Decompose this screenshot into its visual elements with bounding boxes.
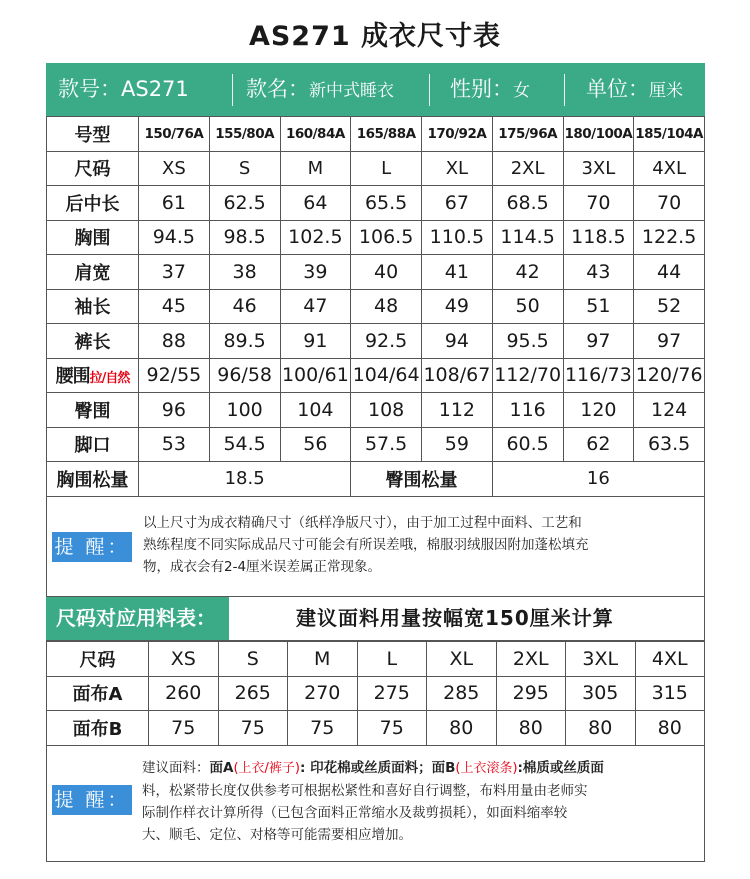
style-name-label: 款名： [246,77,309,101]
table-cell: 96 [139,393,210,428]
row-label: 肩宽 [47,255,139,290]
model-cell: 180/100A [563,117,634,152]
note-line: 料，松紧带长度仅供参考可根据松紧性和喜好自行调整，布料用量由老师实 [142,783,588,799]
chest-row [47,220,705,255]
note-line: 际制作样衣计算所得（已包含面料正常缩水及裁剪损耗），如面料缩率较 [142,805,568,821]
table-cell: 80 [635,711,705,746]
row-label: 尺码 [47,642,149,677]
page-title: AS271 成衣尺寸表 [248,21,502,52]
table-cell: 94 [422,324,493,359]
size-cell: 2XL [496,642,566,677]
table-cell: 275 [357,676,427,711]
size-cell: XL [422,151,493,186]
table-cell: 80 [427,711,497,746]
back-length-row [47,186,705,221]
table-cell: 104 [280,393,351,428]
table-cell: 88 [139,324,210,359]
table-cell: 96/58 [209,358,280,393]
table-cell: 75 [357,711,427,746]
info-header-bar [46,63,705,116]
table-cell: 108 [351,393,422,428]
table-cell: 102.5 [280,220,351,255]
size-cell: XL [427,642,497,677]
table-cell: 270 [288,676,358,711]
model-row [47,117,705,152]
size-cell: 3XL [563,151,634,186]
table-cell: 80 [566,711,636,746]
table-cell: 120/76 [634,358,705,393]
note-line: 物，成衣会有2-4厘米误差属正常现象。 [143,559,382,575]
table-cell: 42 [492,255,563,290]
row-label: 面布A [47,676,149,711]
tip-badge: 提 醒： [52,532,132,562]
waist-label: 腰围 [55,366,90,388]
table-cell: 97 [563,324,634,359]
note-line: 熟练程度不同实际成品尺寸可能会有所误差哦，棉服羽绒服因附加蓬松填充 [143,537,589,553]
table-cell: 62 [563,427,634,462]
table-cell: 75 [288,711,358,746]
table-cell: 53 [139,427,210,462]
size-note [46,495,705,597]
size-cell: XS [139,151,210,186]
row-label: 裤长 [47,324,139,359]
gender-value: 女 [513,81,530,101]
table-cell: 61 [139,186,210,221]
table-cell: 89.5 [209,324,280,359]
pants-length-row [47,324,705,359]
table-cell: 95.5 [492,324,563,359]
table-cell: 60.5 [492,427,563,462]
table-cell: 50 [492,289,563,324]
row-label: 面布B [47,711,149,746]
hip-ease-value: 16 [492,462,704,497]
header-divider [232,74,233,106]
note-line [142,757,702,780]
model-cell: 155/80A [209,117,280,152]
style-name [246,63,394,116]
sleeve-row [47,289,705,324]
row-label: 后中长 [47,186,139,221]
hip-ease-label: 臀围松量 [351,462,493,497]
size-cell: 2XL [492,151,563,186]
table-cell: 285 [427,676,497,711]
table-cell: 94.5 [139,220,210,255]
table-cell: 112 [422,393,493,428]
table-cell: 97 [634,324,705,359]
size-row [47,151,705,186]
row-label: 臀围 [47,393,139,428]
table-cell: 49 [422,289,493,324]
table-cell: 48 [351,289,422,324]
table-cell: 122.5 [634,220,705,255]
model-cell: 170/92A [422,117,493,152]
table-cell: 118.5 [563,220,634,255]
table-cell: 80 [496,711,566,746]
table-cell: 70 [563,186,634,221]
table-cell: 63.5 [634,427,705,462]
tip-badge: 提 醒： [52,785,132,815]
row-label: 尺码 [47,151,139,186]
note-red: (上衣/裤子) [233,761,300,776]
fabric-section-text: 建议面料用量按幅宽150厘米计算 [296,606,614,630]
table-cell: 46 [209,289,280,324]
note-part: 建议面料： [142,760,210,776]
note-red: (上衣滚条) [455,761,518,776]
table-cell: 75 [149,711,219,746]
table-cell: 68.5 [492,186,563,221]
note-part: 面A [209,760,234,776]
fabric-a-row [47,676,705,711]
style-name-value: 新中式睡衣 [309,81,394,101]
waist-note: 拉/自然 [89,371,130,387]
table-cell: 43 [563,255,634,290]
table-cell: 112/70 [492,358,563,393]
table-cell: 104/64 [351,358,422,393]
table-cell: 92/55 [139,358,210,393]
table-cell: 37 [139,255,210,290]
chest-ease-value: 18.5 [139,462,351,497]
model-cell: 175/96A [492,117,563,152]
size-cell: L [351,151,422,186]
fabric-section-label: 尺码对应用料表： [46,597,229,640]
row-label: 胸围 [47,220,139,255]
size-cell: M [280,151,351,186]
table-cell: 38 [209,255,280,290]
size-note-text [143,512,589,578]
model-cell: 185/104A [634,117,705,152]
size-cell: 4XL [634,151,705,186]
table-cell: 44 [634,255,705,290]
table-cell: 106.5 [351,220,422,255]
table-cell: 45 [139,289,210,324]
table-cell: 47 [280,289,351,324]
table-cell: 110.5 [422,220,493,255]
size-table [46,116,705,497]
fabric-table [46,641,705,746]
style-number: 款号：AS271 [58,77,189,101]
table-cell: 260 [149,676,219,711]
table-cell: 67 [422,186,493,221]
header-divider [429,74,430,106]
table-cell: 51 [563,289,634,324]
unit-label: 单位： [586,77,649,101]
table-cell: 75 [218,711,288,746]
table-cell: 70 [634,186,705,221]
unit-value: 厘米 [649,81,683,101]
table-cell: 39 [280,255,351,290]
table-cell: 315 [635,676,705,711]
table-cell: 100/61 [280,358,351,393]
row-label: 脚口 [47,427,139,462]
table-cell: 57.5 [351,427,422,462]
table-cell: 120 [563,393,634,428]
table-cell: 265 [218,676,288,711]
unit [586,63,683,116]
table-cell: 56 [280,427,351,462]
table-cell: 41 [422,255,493,290]
row-label: 袖长 [47,289,139,324]
table-cell: 108/67 [422,358,493,393]
note-line: 大、顺毛、定位、对格等可能需要相应增加。 [142,827,412,843]
size-cell: S [209,151,280,186]
table-cell: 59 [422,427,493,462]
size-cell: S [218,642,288,677]
chest-ease-label: 胸围松量 [47,462,139,497]
table-cell: 91 [280,324,351,359]
table-cell: 52 [634,289,705,324]
size-cell: L [357,642,427,677]
hem-row [47,427,705,462]
table-cell: 295 [496,676,566,711]
ease-row [47,462,705,497]
table-cell: 124 [634,393,705,428]
note-line: 以上尺寸为成衣精确尺寸（纸样净版尺寸），由于加工过程中面料、工艺和 [143,515,582,531]
table-cell: 305 [566,676,636,711]
table-cell: 64 [280,186,351,221]
table-cell: 98.5 [209,220,280,255]
model-cell: 165/88A [351,117,422,152]
gender [450,63,530,116]
table-cell: 54.5 [209,427,280,462]
note-part: :棉质或丝质面 [517,760,604,776]
table-cell: 65.5 [351,186,422,221]
row-label: 号型 [47,117,139,152]
gender-label: 性别： [450,77,513,101]
size-cell: XS [149,642,219,677]
row-label [47,358,139,393]
table-cell: 114.5 [492,220,563,255]
fabric-b-row [47,711,705,746]
waist-row [47,358,705,393]
table-cell: 116/73 [563,358,634,393]
size-cell: 4XL [635,642,705,677]
table-cell: 92.5 [351,324,422,359]
model-cell: 160/84A [280,117,351,152]
fabric-section-header [46,597,705,641]
header-divider [564,74,565,106]
model-cell: 150/76A [139,117,210,152]
size-cell: 3XL [566,642,636,677]
table-cell: 100 [209,393,280,428]
fabric-size-row [47,642,705,677]
note-part: : 印花棉或丝质面料；面B [299,760,456,776]
size-cell: M [288,642,358,677]
shoulder-row [47,255,705,290]
fabric-note-text [142,757,702,846]
table-cell: 40 [351,255,422,290]
table-cell: 116 [492,393,563,428]
table-cell: 62.5 [209,186,280,221]
hip-row [47,393,705,428]
